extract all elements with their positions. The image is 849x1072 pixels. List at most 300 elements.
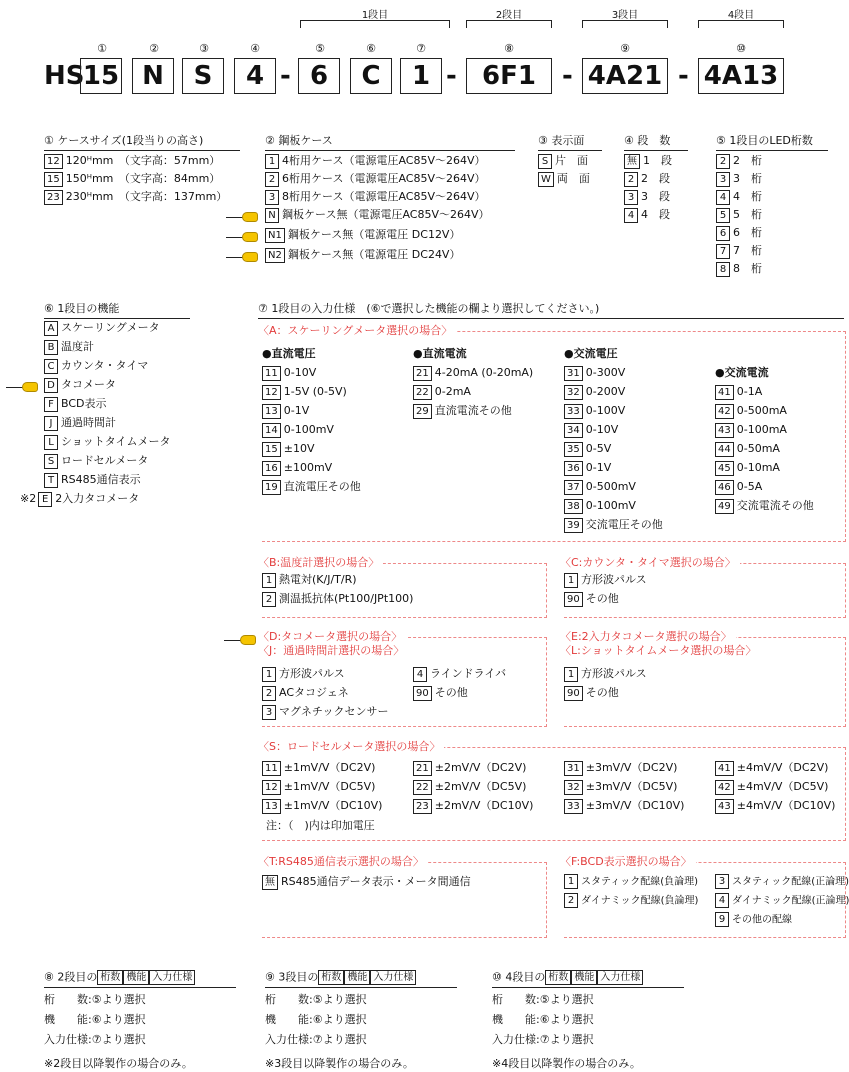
text: 方形波パルス xyxy=(279,667,345,680)
list-item xyxy=(44,358,148,374)
list-item xyxy=(44,339,94,355)
code: 1 xyxy=(564,667,578,682)
section-j-title: 〈J：通過時間計選択の場合〉 xyxy=(258,644,408,658)
list-item xyxy=(262,685,349,701)
col-head: ●交流電圧 xyxy=(564,347,618,360)
code: 16 xyxy=(262,461,281,476)
code: 2 xyxy=(262,592,276,607)
text: 温度計 xyxy=(61,340,94,353)
code: 12 xyxy=(262,385,281,400)
list-item xyxy=(564,441,611,457)
text: 3 段 xyxy=(641,190,670,203)
text: 0-10V xyxy=(283,366,317,379)
code: 3 xyxy=(715,874,729,889)
list-item xyxy=(715,893,849,910)
code: J xyxy=(44,416,58,431)
text: ±4mV/V（DC2V) xyxy=(736,761,829,774)
code: 21 xyxy=(413,366,432,381)
code: 23 xyxy=(44,190,63,205)
list-item xyxy=(413,666,506,682)
code: 38 xyxy=(564,499,583,514)
list-item xyxy=(262,704,389,720)
code: 1 xyxy=(262,573,276,588)
list-item xyxy=(262,591,413,607)
code: 31 xyxy=(564,366,583,381)
list-item xyxy=(564,498,636,514)
section-l-title: 〈L:ショットタイムメータ選択の場合〉 xyxy=(560,644,760,658)
code: 1 xyxy=(265,154,279,169)
stage-1-label: 1段目 xyxy=(361,10,389,21)
text: ±3mV/V（DC2V) xyxy=(585,761,678,774)
stage-3-bracket xyxy=(582,20,668,28)
tag: 入力仕様 xyxy=(597,970,643,985)
code: 32 xyxy=(564,385,583,400)
list-item xyxy=(715,422,787,438)
list-item xyxy=(564,479,636,495)
dash-4: - xyxy=(678,61,689,91)
list-item xyxy=(715,479,762,495)
list-item xyxy=(413,365,533,381)
code: 42 xyxy=(715,780,734,795)
code: C xyxy=(44,359,58,374)
code: 22 xyxy=(413,385,432,400)
section-s-title: 〈S：ロードセルメータ選択の場合〉 xyxy=(258,740,444,754)
list-item xyxy=(564,384,625,400)
list-item xyxy=(262,460,332,476)
code: 41 xyxy=(715,385,734,400)
code: 13 xyxy=(262,799,281,814)
text: ±4mV/V（DC5V) xyxy=(736,780,829,793)
list-item xyxy=(20,491,139,507)
code: 21 xyxy=(413,761,432,776)
circle-2: ② xyxy=(149,42,159,55)
code: 2 xyxy=(564,893,578,908)
section-t-title: 〈T:RS485通信表示選択の場合〉 xyxy=(258,855,428,869)
text: 3 桁 xyxy=(733,172,762,185)
code: 43 xyxy=(715,423,734,438)
dash-1: - xyxy=(280,61,291,91)
code: 43 xyxy=(715,799,734,814)
list-item xyxy=(715,460,780,476)
text: 0-5V xyxy=(585,442,612,455)
text: その他 xyxy=(585,686,619,699)
text: 鋼板ケース無（電源電圧 DC12V） xyxy=(287,228,461,241)
spec-line: 桁 数:⑤より選択 xyxy=(265,993,367,1006)
text: ±2mV/V（DC2V) xyxy=(434,761,527,774)
list-item xyxy=(262,798,382,814)
list-item xyxy=(44,415,116,431)
code: 34 xyxy=(564,423,583,438)
title-text: ⑨ 3段目の xyxy=(265,970,319,984)
functions-title: ⑥ 1段目の機能 xyxy=(44,302,190,319)
circle-3: ③ xyxy=(199,42,209,55)
code: 22 xyxy=(413,780,432,795)
code: 7 xyxy=(716,244,730,259)
text: 0-1V xyxy=(283,404,310,417)
section-e-title: 〈E:2入力タコメータ選択の場合〉 xyxy=(560,630,736,644)
list-item xyxy=(564,874,698,891)
text: 4 桁 xyxy=(733,190,762,203)
pointing-hand-icon xyxy=(226,211,260,223)
list-item xyxy=(715,403,787,419)
code: 90 xyxy=(564,592,583,607)
text: ±3mV/V（DC10V) xyxy=(585,799,685,812)
code: T xyxy=(44,473,58,488)
list-item xyxy=(44,189,227,205)
list-item xyxy=(413,760,526,776)
code: 1 xyxy=(564,874,578,889)
code: N1 xyxy=(265,228,285,243)
text: ±3mV/V（DC5V) xyxy=(585,780,678,793)
circle-1: ① xyxy=(97,42,107,55)
code: D xyxy=(44,378,58,393)
circle-7: ⑦ xyxy=(416,42,426,55)
text: ±100mV xyxy=(283,461,333,474)
list-item xyxy=(716,171,762,187)
circle-10: ⑩ xyxy=(736,42,746,55)
code: 11 xyxy=(262,761,281,776)
code: L xyxy=(44,435,58,450)
list-item xyxy=(564,760,677,776)
text: 通過時間計 xyxy=(61,416,116,429)
list-item xyxy=(44,171,220,187)
list-item xyxy=(262,384,347,400)
code: 90 xyxy=(564,686,583,701)
list-item xyxy=(715,798,835,814)
spec-line: 入力仕様:⑦より選択 xyxy=(265,1033,367,1046)
tag: 桁数 xyxy=(97,970,123,985)
code: 5 xyxy=(716,208,730,223)
list-item xyxy=(262,422,334,438)
code: 29 xyxy=(413,404,432,419)
list-item xyxy=(715,874,849,891)
code: 15 xyxy=(262,442,281,457)
list-item xyxy=(624,189,670,205)
text: BCD表示 xyxy=(61,397,107,410)
list-item xyxy=(716,261,762,277)
col-head: ●交流電流 xyxy=(715,366,769,379)
circle-5: ⑤ xyxy=(315,42,325,55)
code-box-3: S xyxy=(182,58,224,94)
list-item xyxy=(624,207,670,223)
note-mark: ※2 xyxy=(20,492,37,505)
text: 0-100mV xyxy=(585,499,636,512)
text: RS485通信表示 xyxy=(61,473,141,486)
list-item xyxy=(564,403,625,419)
list-item xyxy=(262,779,375,795)
text: 6桁用ケース（電源電圧AC85V～264V） xyxy=(282,172,486,185)
text: 直流電流その他 xyxy=(434,404,512,417)
code-box-2: N xyxy=(132,58,174,94)
text: 6 桁 xyxy=(733,226,762,239)
list-item xyxy=(265,171,486,187)
text: 0-300V xyxy=(585,366,626,379)
list-item xyxy=(564,365,625,381)
steel-case-title: ② 鋼板ケース xyxy=(265,134,515,151)
pointing-hand-icon xyxy=(226,231,260,243)
code: A xyxy=(44,321,58,336)
list-item xyxy=(44,377,116,393)
code: 4 xyxy=(413,667,427,682)
section-f-title: 〈F:BCD表示選択の場合〉 xyxy=(560,855,696,869)
code: 2 xyxy=(624,172,638,187)
code: 39 xyxy=(564,518,583,533)
list-item xyxy=(413,798,533,814)
stage-3-title xyxy=(265,970,457,988)
code: 33 xyxy=(564,799,583,814)
list-item xyxy=(564,517,663,533)
code: N xyxy=(265,208,279,223)
code: 1 xyxy=(564,573,578,588)
code: 2 xyxy=(262,686,276,701)
list-item xyxy=(564,422,618,438)
section-b-title: 〈B:温度計選択の場合〉 xyxy=(258,556,383,570)
section-d-title: 〈D:タコメータ選択の場合〉 xyxy=(258,630,406,644)
case-size-title: ① ケースサイズ(1段当りの高さ) xyxy=(44,134,240,151)
list-item xyxy=(715,498,814,514)
pointing-hand-icon xyxy=(226,251,260,263)
code: 4 xyxy=(624,208,638,223)
list-item xyxy=(413,403,512,419)
code: 41 xyxy=(715,761,734,776)
text: 0-100V xyxy=(585,404,626,417)
tag: 機能 xyxy=(344,970,370,985)
code-box-6: C xyxy=(350,58,392,94)
list-item xyxy=(262,572,357,588)
stage-3-label: 3段目 xyxy=(611,10,639,21)
text: 0-1A xyxy=(736,385,763,398)
text: 2入力タコメータ xyxy=(55,492,140,505)
section-s-note: 注：（ )内は印加電圧 xyxy=(266,819,375,832)
circle-6: ⑥ xyxy=(366,42,376,55)
col-head: ●直流電流 xyxy=(413,347,467,360)
text: 交流電流その他 xyxy=(736,499,814,512)
text: 0-200V xyxy=(585,385,626,398)
code: E xyxy=(38,492,52,507)
text: 片 面 xyxy=(555,154,588,167)
text: その他 xyxy=(434,686,468,699)
text: ショットタイムメータ xyxy=(61,435,171,448)
list-item xyxy=(262,874,471,890)
spec-line: 入力仕様:⑦より選択 xyxy=(492,1033,594,1046)
list-item xyxy=(262,479,361,495)
code: 13 xyxy=(262,404,281,419)
list-item xyxy=(564,779,677,795)
code: 1 xyxy=(262,667,276,682)
list-item xyxy=(44,320,160,336)
code: 45 xyxy=(715,461,734,476)
code-box-10: 4A13 xyxy=(698,58,784,94)
text: 4 段 xyxy=(641,208,670,221)
code: 31 xyxy=(564,761,583,776)
text: ±1mV/V（DC2V) xyxy=(283,761,376,774)
list-item xyxy=(564,591,619,607)
pointing-hand-icon xyxy=(6,381,40,393)
text: ±10V xyxy=(283,442,315,455)
list-item xyxy=(265,227,460,243)
text: 8 桁 xyxy=(733,262,762,275)
stage-1-bracket xyxy=(300,20,450,28)
stage-2-label: 2段目 xyxy=(495,10,523,21)
list-item xyxy=(44,453,148,469)
tag: 機能 xyxy=(571,970,597,985)
list-item xyxy=(716,207,762,223)
text: 4-20mA (0-20mA) xyxy=(434,366,534,379)
list-item xyxy=(715,384,762,400)
list-item xyxy=(413,384,471,400)
title-text: ⑧ 2段目の xyxy=(44,970,98,984)
code: S xyxy=(538,154,552,169)
display-face-title: ③ 表示面 xyxy=(538,134,602,151)
code: 3 xyxy=(265,190,279,205)
code: 2 xyxy=(716,154,730,169)
text: 0-500mA xyxy=(736,404,787,417)
pointing-hand-icon xyxy=(224,634,258,646)
text: 0-2mA xyxy=(434,385,471,398)
text: 直流電圧その他 xyxy=(283,480,361,493)
section-c-title: 〈C:カウンタ・タイマ選択の場合〉 xyxy=(560,556,740,570)
circle-8: ⑧ xyxy=(504,42,514,55)
list-item xyxy=(262,760,375,776)
code: 6 xyxy=(716,226,730,241)
list-item xyxy=(44,153,220,169)
circle-4: ④ xyxy=(250,42,260,55)
text: スタティック配線(正論理) xyxy=(732,876,849,888)
code: 無 xyxy=(262,875,278,890)
list-item xyxy=(44,396,107,412)
text: ラインドライバ xyxy=(430,667,507,680)
list-item xyxy=(715,441,780,457)
list-item xyxy=(715,912,792,929)
input-spec-title: ⑦ 1段目の入力仕様 (⑥で選択した機能の欄より選択してください。) xyxy=(258,302,844,319)
code: 無 xyxy=(624,154,640,169)
list-item xyxy=(715,779,828,795)
text: 0-100mA xyxy=(736,423,787,436)
spec-note: ※3段目以降製作の場合のみ。 xyxy=(265,1057,414,1070)
code: 12 xyxy=(44,154,63,169)
tag: 入力仕様 xyxy=(370,970,416,985)
text: スタティック配線(負論理) xyxy=(581,876,699,888)
text: 0-1V xyxy=(585,461,612,474)
code: 3 xyxy=(716,172,730,187)
text: 鋼板ケース無（電源電圧AC85V～264V） xyxy=(282,208,490,221)
tag: 桁数 xyxy=(545,970,571,985)
code: 14 xyxy=(262,423,281,438)
text: スケーリングメータ xyxy=(61,321,160,334)
code: 46 xyxy=(715,480,734,495)
code: 15 xyxy=(44,172,63,187)
text: 230ᴴmm （文字高：137mm） xyxy=(65,190,228,203)
code-box-7: 1 xyxy=(400,58,442,94)
text: 測温抵抗体(Pt100/JPt100) xyxy=(279,592,414,605)
text: 0-100mV xyxy=(283,423,334,436)
text: RS485通信データ表示・メータ間通信 xyxy=(281,875,471,888)
text: ±2mV/V（DC5V) xyxy=(434,780,527,793)
text: 2 段 xyxy=(641,172,670,185)
list-item xyxy=(564,460,611,476)
code: 32 xyxy=(564,780,583,795)
spec-line: 機 能:⑥より選択 xyxy=(265,1013,367,1026)
list-item xyxy=(564,666,647,682)
list-item xyxy=(564,893,698,910)
code: 8 xyxy=(716,262,730,277)
text: ±1mV/V（DC5V) xyxy=(283,780,376,793)
tag: 桁数 xyxy=(318,970,344,985)
text: その他 xyxy=(585,592,619,605)
spec-note: ※2段目以降製作の場合のみ。 xyxy=(44,1057,193,1070)
dash-2: - xyxy=(446,61,457,91)
code: 35 xyxy=(564,442,583,457)
code: 49 xyxy=(715,499,734,514)
spec-line: 桁 数:⑤より選択 xyxy=(44,993,146,1006)
text: ACタコジェネ xyxy=(279,686,349,699)
text: 4桁用ケース（電源電圧AC85V～264V） xyxy=(282,154,486,167)
text: 150ᴴmm （文字高：84mm） xyxy=(65,172,221,185)
list-item xyxy=(538,171,590,187)
list-item xyxy=(262,441,314,457)
code: 36 xyxy=(564,461,583,476)
code: 11 xyxy=(262,366,281,381)
code: 44 xyxy=(715,442,734,457)
code: B xyxy=(44,340,58,355)
code: N2 xyxy=(265,248,285,263)
text: 熱電対(K/J/T/R) xyxy=(279,573,357,586)
list-item xyxy=(262,365,316,381)
code: 3 xyxy=(262,705,276,720)
list-item xyxy=(564,572,647,588)
text: 1-5V (0-5V) xyxy=(283,385,347,398)
list-item xyxy=(413,685,468,701)
code: 2 xyxy=(265,172,279,187)
text: 両 面 xyxy=(556,172,590,185)
spec-line: 機 能:⑥より選択 xyxy=(44,1013,146,1026)
model-prefix: HS xyxy=(44,61,85,91)
text: ±4mV/V（DC10V) xyxy=(736,799,836,812)
spec-line: 機 能:⑥より選択 xyxy=(492,1013,594,1026)
list-item xyxy=(265,153,486,169)
list-item xyxy=(716,153,762,169)
text: 2 桁 xyxy=(733,154,762,167)
list-item xyxy=(538,153,588,169)
code-box-5: 6 xyxy=(298,58,340,94)
list-item xyxy=(716,225,762,241)
code: 42 xyxy=(715,404,734,419)
text: 交流電圧その他 xyxy=(585,518,663,531)
col-head: ●直流電圧 xyxy=(262,347,316,360)
spec-note: ※4段目以降製作の場合のみ。 xyxy=(492,1057,641,1070)
list-item xyxy=(265,247,460,263)
stage-2-title xyxy=(44,970,236,988)
code: 12 xyxy=(262,780,281,795)
text: 0-50mA xyxy=(736,442,780,455)
code: 4 xyxy=(715,893,729,908)
text: 120ᴴmm （文字高：57mm） xyxy=(65,154,221,167)
tag: 機能 xyxy=(123,970,149,985)
list-item xyxy=(716,243,762,259)
text: ±1mV/V（DC10V) xyxy=(283,799,383,812)
code: 3 xyxy=(624,190,638,205)
text: その他の配線 xyxy=(732,914,792,926)
dash-3: - xyxy=(562,61,573,91)
stage-4-label: 4段目 xyxy=(727,10,755,21)
list-item xyxy=(265,207,490,223)
text: タコメータ xyxy=(61,378,116,391)
list-item xyxy=(624,171,670,187)
code-box-1: 15 xyxy=(80,58,122,94)
list-item xyxy=(715,760,828,776)
text: 0-5A xyxy=(736,480,763,493)
list-item xyxy=(564,685,619,701)
